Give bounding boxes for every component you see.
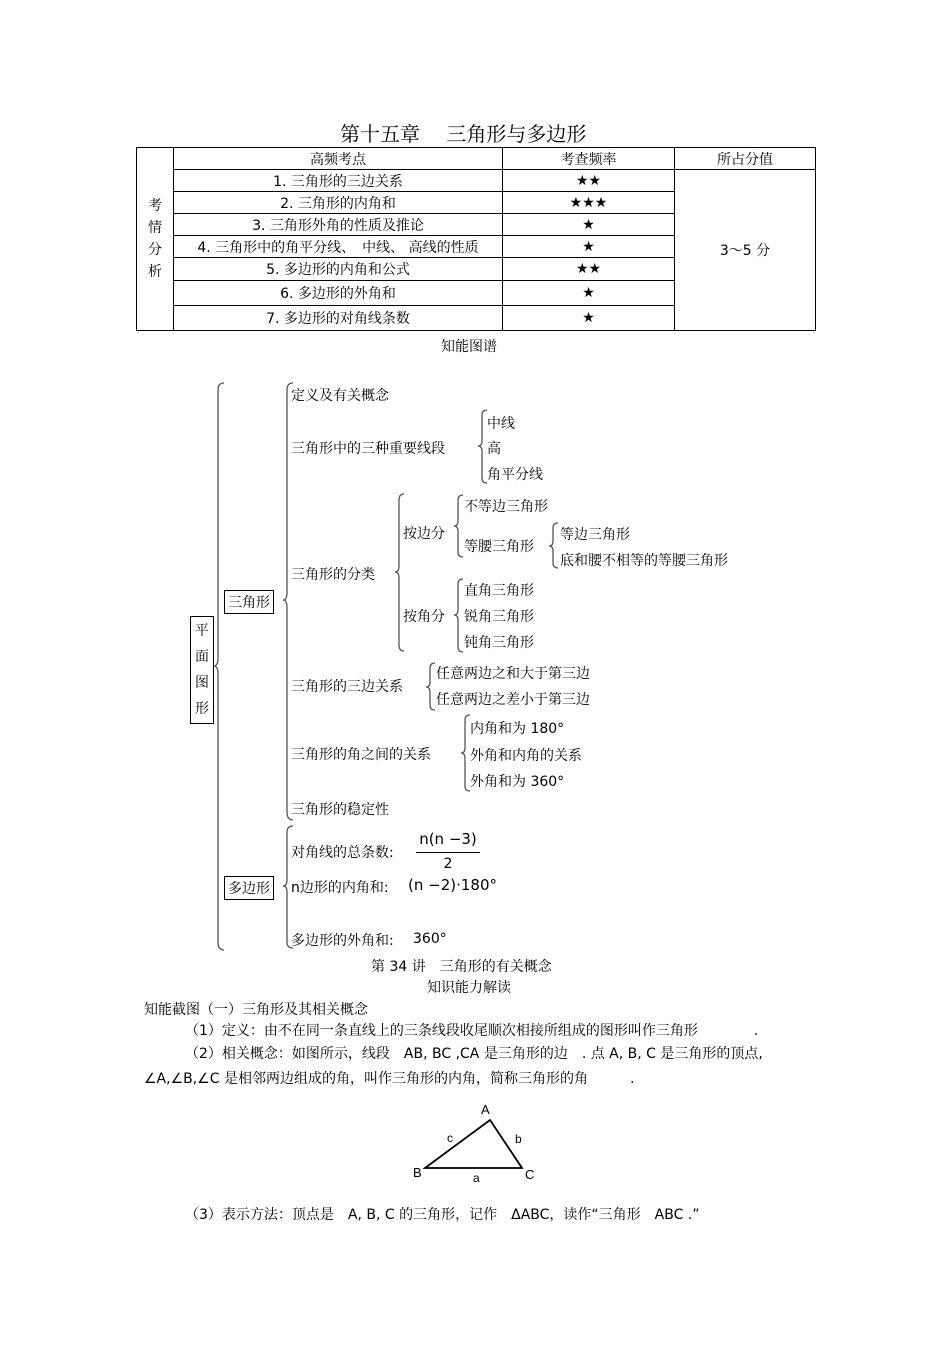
lecture-title: 第 34 讲 三角形的有关概念 (371, 959, 552, 975)
table-row: 2. 三角形的内角和 ★★★ (137, 192, 816, 214)
score-cell: 3～5 分 (675, 170, 816, 331)
table-row: 7. 多边形的对角线条数 ★ (137, 306, 816, 331)
analysis-side-label: 考 情 分 析 (137, 148, 174, 331)
line-item: 角平分线 (487, 467, 543, 483)
header-point: 高频考点 (174, 148, 503, 170)
diagonal-numerator: n(n −3) (419, 830, 477, 848)
isosceles-brace (549, 522, 559, 570)
diagonal-label: 对角线的总条数: (291, 845, 394, 861)
chapter-title: 第十五章 三角形与多边形 (340, 122, 587, 146)
sides-brace (426, 662, 436, 712)
line-item: 中线 (487, 416, 515, 432)
interior-label: n边形的内角和: (291, 880, 389, 896)
table-row: 1. 三角形的三边关系 ★★ 3～5 分 (137, 170, 816, 192)
iso-item: 底和腰不相等的等腰三角形 (560, 553, 728, 569)
fraction-bar (416, 852, 480, 853)
table-row: 6. 多边形的外角和 ★ (137, 281, 816, 306)
definition-node: 定义及有关概念 (291, 388, 389, 404)
paragraph-concepts-cont: ∠A,∠B,∠C 是相邻两边组成的角，叫作三角形的内角，简称三角形的角 . (144, 1071, 635, 1087)
exterior-value: 360° (413, 931, 447, 947)
table-row: 4. 三角形中的角平分线、 中线、 高线的性质 ★ (137, 236, 816, 258)
by-angle-brace (454, 578, 464, 654)
classification-node: 三角形的分类 (291, 567, 375, 583)
exterior-label: 多边形的外角和: (291, 933, 394, 949)
sides-item: 任意两边之和大于第三边 (436, 666, 590, 682)
side-c-label: c (447, 1131, 453, 1145)
triangle-figure (405, 1098, 555, 1188)
table-row: 5. 多边形的内角和公式 ★★ (137, 258, 816, 281)
exam-analysis-table (136, 147, 816, 331)
by-side-node: 按边分 (403, 526, 445, 542)
vertex-a-label: A (481, 1102, 490, 1117)
angles-item: 外角和内角的关系 (470, 748, 582, 764)
paragraph-concepts: （2）相关概念：如图所示，线段 AB, BC ,CA 是三角形的边 . 点 A, B, C 是三角形的顶点, (185, 1046, 763, 1062)
angles-item: 内角和为 180° (470, 721, 565, 737)
paragraph-definition: （1）定义：由不在同一条直线上的三条线段收尾顺次相接所组成的图形叫作三角形 . (185, 1023, 759, 1039)
lines-node: 三角形中的三种重要线段 (291, 441, 445, 457)
sub-title: 知能截图（一）三角形及其相关概念 (144, 1002, 368, 1018)
header-score: 所占分值 (675, 148, 816, 170)
line-item: 高 (487, 441, 501, 457)
polygon-node: 多边形 (224, 876, 274, 900)
angle-item: 直角三角形 (464, 583, 534, 599)
interior-formula: (n −2)·180° (408, 876, 497, 894)
header-freq: 考查频率 (503, 148, 675, 170)
vertex-b-label: B (413, 1165, 422, 1180)
angles-item: 外角和为 360° (470, 774, 565, 790)
scalene-node: 不等边三角形 (464, 499, 548, 515)
sides-relation-node: 三角形的三边关系 (291, 679, 403, 695)
angle-item: 锐角三角形 (464, 609, 534, 625)
stability-node: 三角形的稳定性 (291, 802, 389, 818)
table-row: 3. 三角形外角的性质及推论 ★ (137, 214, 816, 236)
angles-relation-node: 三角形的角之间的关系 (291, 747, 431, 763)
root-node: 平 面 图 形 (190, 616, 214, 724)
side-a-label: a (473, 1171, 480, 1185)
triangle-node: 三角形 (224, 590, 274, 614)
side-b-label: b (515, 1132, 522, 1146)
by-side-brace (454, 494, 464, 560)
angle-item: 钝角三角形 (464, 635, 534, 651)
paragraph-notation: （3）表示方法：顶点是 A, B, C 的三角形，记作 ΔABC，读作“三角形 ABC .” (185, 1207, 700, 1223)
root-brace (214, 382, 226, 952)
by-angle-node: 按角分 (403, 609, 445, 625)
vertex-c-label: C (525, 1167, 535, 1182)
classification-brace (395, 493, 405, 655)
iso-item: 等边三角形 (560, 527, 630, 543)
diagonal-denominator: 2 (443, 856, 453, 872)
sides-item: 任意两边之差小于第三边 (436, 692, 590, 708)
isosceles-node: 等腰三角形 (464, 539, 534, 555)
map-title: 知能图谱 (441, 339, 497, 355)
section-title: 知识能力解读 (427, 980, 511, 996)
